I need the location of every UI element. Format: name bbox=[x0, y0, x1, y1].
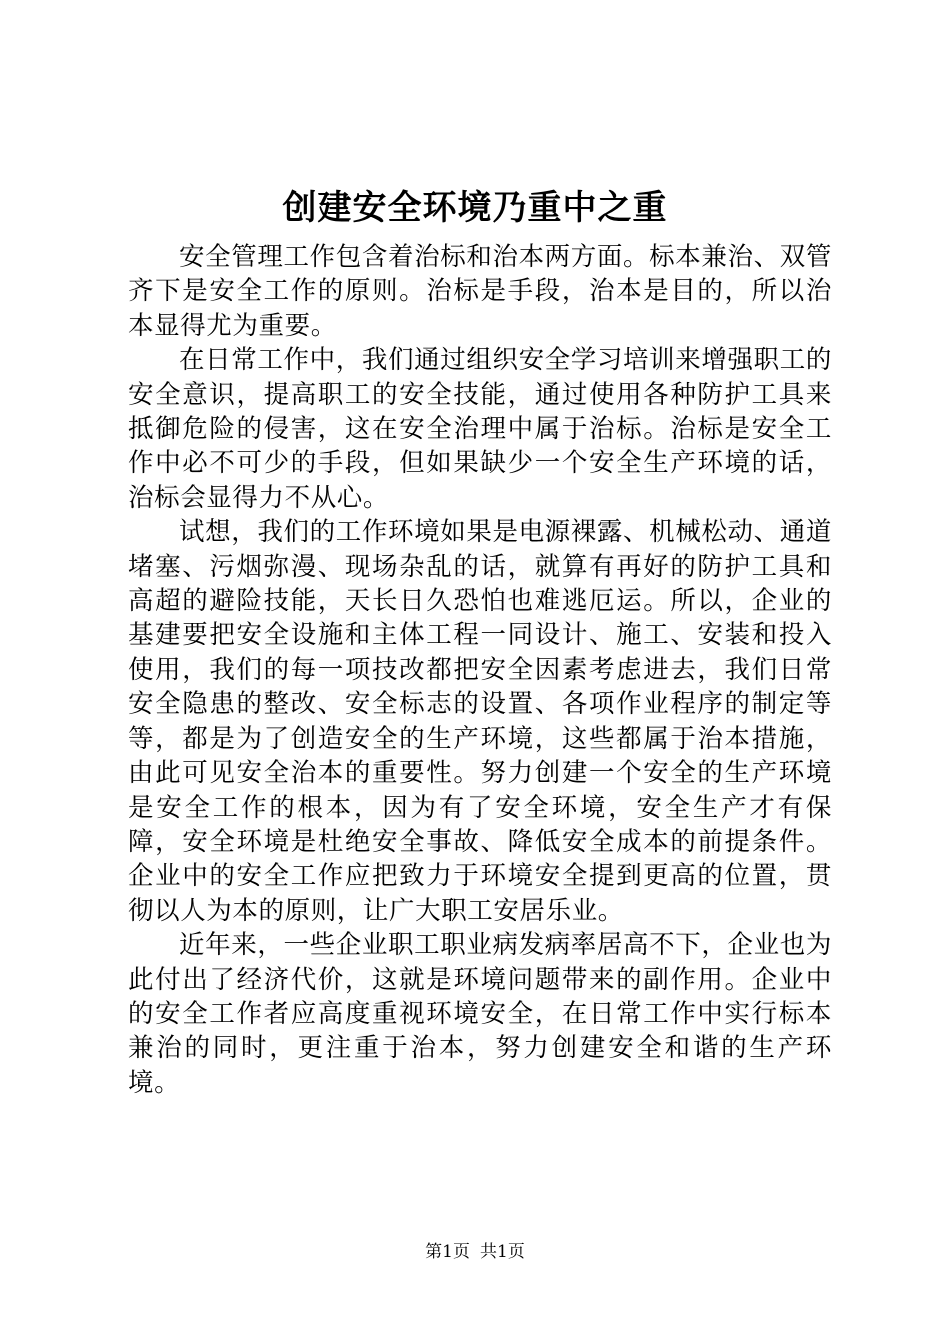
page-number: 第1页 bbox=[425, 1242, 470, 1262]
document-title: 创建安全环境乃重中之重 bbox=[282, 188, 668, 228]
page-count: 共1页 bbox=[480, 1242, 525, 1262]
paragraph-4: 近年来，一些企业职工职业病发病率居高不下，企业也为此付出了经济代价，这就是环境问题带来的副作用。企业中的安全工作者应高度重视环境安全，在日常工作中实行标本兼治的同时，更注重于治本，努力创建安全和谐的生产环境。 bbox=[128, 930, 832, 1098]
paragraph-2: 在日常工作中，我们通过组织安全学习培训来增强职工的安全意识，提高职工的安全技能，通过使用各种防护工具来抵御危险的侵害，这在安全治理中属于治标。治标是安全工作中必不可少的手段，但如果缺少一个安全生产环境的话，治标会显得力不从心。 bbox=[128, 345, 832, 513]
page-footer bbox=[0, 1240, 950, 1264]
document-body bbox=[128, 240, 832, 1100]
paragraph-3: 试想，我们的工作环境如果是电源裸露、机械松动、通道堵塞、污烟弥漫、现场杂乱的话，就算有再好的防护工具和高超的避险技能，天长日久恐怕也难逃厄运。所以，企业的基建要把安全设施和主体工程一同设计、施工、安装和投入使用，我们的每一项技改都把安全因素考虑进去，我们日常安全隐患的整改、安全标志的设置、各项作业程序的制定等等，都是为了创造安全的生产环境，这些都属于治本措施，由此可见安全治本的重要性。努力创建一个安全的生产环境是安全工作的根本，因为有了安全环境，安全生产才有保障，安全环境是杜绝安全事故、降低安全成本的前提条件。企业中的安全工作应把致力于环境安全提到更高的位置，贯彻以人为本的原则，让广大职工安居乐业。 bbox=[128, 517, 832, 926]
paragraph-1: 安全管理工作包含着治标和治本两方面。标本兼治、双管齐下是安全工作的原则。治标是手段，治本是目的，所以治本显得尤为重要。 bbox=[128, 242, 832, 341]
